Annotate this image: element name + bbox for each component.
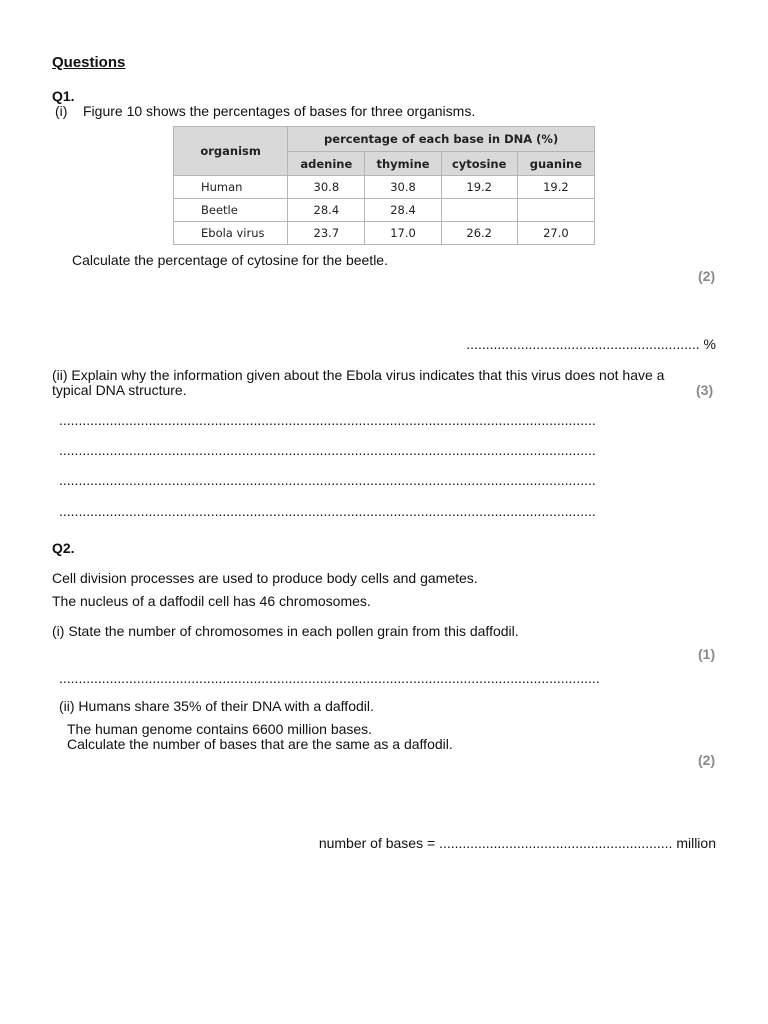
q1-part-ii-line2: typical DNA structure. [52,382,187,398]
q2-part-i-answer-line[interactable]: ........................................................................................................................................... [59,670,600,686]
q1-part-ii-marks: (3) [696,382,714,398]
value-cell: 19.2 [441,176,517,199]
table-row [174,176,595,199]
q1-calc-prompt: Calculate the percentage of cytosine for the beetle. [72,252,388,268]
organism-cell: Beetle [174,199,288,222]
value-cell: 28.4 [365,199,441,222]
q2-bases-answer-line[interactable]: number of bases = ............................................................ million [318,835,716,851]
organism-cell: Human [174,176,288,199]
q1-calc-marks: (2) [698,268,716,284]
value-cell: 28.4 [288,199,365,222]
q2-calc-text: Calculate the number of bases that are the same as a daffodil. [67,736,453,752]
q2-part-ii-text: (ii) Humans share 35% of their DNA with a daffodil. [59,698,374,714]
q1-part-i-label: (i) [55,103,68,119]
answer-line[interactable]: .......................................................................................................................................... [59,472,596,488]
q2-part-ii-marks: (2) [698,752,716,768]
value-cell: 30.8 [365,176,441,199]
q2-intro-line1: Cell division processes are used to produce body cells and gametes. [52,570,478,586]
answer-line[interactable]: .......................................................................................................................................... [59,412,596,428]
value-cell: 23.7 [288,222,365,245]
question-1-number: Q1. [52,88,75,104]
q2-part-i-text: (i) State the number of chromosomes in each pollen grain from this daffodil. [52,623,519,639]
q2-genome-text: The human genome contains 6600 million bases. [67,721,373,737]
q1-part-i-text: Figure 10 shows the percentages of bases for three organisms. [83,103,476,119]
answer-line[interactable]: .......................................................................................................................................... [59,442,596,458]
value-cell: 19.2 [517,176,594,199]
value-cell: 26.2 [441,222,517,245]
page-heading: Questions [52,54,126,71]
q1-percent-answer-line[interactable]: ............................................................ % [466,336,716,352]
value-cell-empty [441,199,517,222]
organism-cell: Ebola virus [174,222,288,245]
value-cell: 27.0 [517,222,594,245]
value-cell: 17.0 [365,222,441,245]
answer-line[interactable]: .......................................................................................................................................... [59,503,596,519]
value-cell: 30.8 [288,176,365,199]
q2-part-i-marks: (1) [698,646,716,662]
organism-header: organism [174,127,288,176]
column-header-guanine: guanine [517,152,594,176]
table-row [174,199,595,222]
column-header-thymine: thymine [365,152,441,176]
group-header: percentage of each base in DNA (%) [288,127,595,152]
q2-intro-line2: The nucleus of a daffodil cell has 46 chromosomes. [52,593,371,609]
column-header-cytosine: cytosine [441,152,517,176]
figure-10-table [173,126,595,245]
question-2-number: Q2. [52,540,75,556]
column-header-adenine: adenine [288,152,365,176]
value-cell-empty [517,199,594,222]
table-row [174,222,595,245]
q1-part-ii-line1: (ii) Explain why the information given about the Ebola virus indicates that this virus does not have a [52,367,665,383]
